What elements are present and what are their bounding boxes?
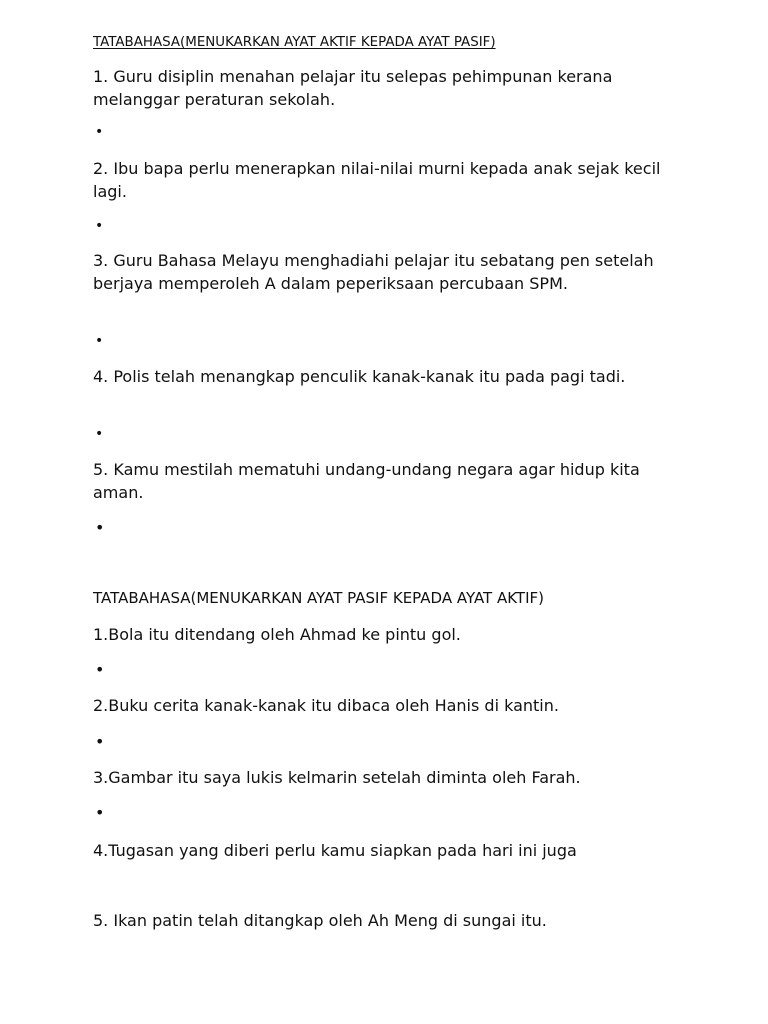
section1-item-3: 3. Guru Bahasa Melayu menghadiahi pelajar itu sebatang pen setelah berjaya memperoleh A dalam peperiksaan percubaan SPM.	[93, 251, 654, 293]
answer-bullet: •	[95, 803, 105, 822]
answer-bullet: •	[95, 660, 105, 679]
answer-bullet: •	[95, 518, 105, 537]
section1-heading: TATABAHASA(MENUKARKAN AYAT AKTIF KEPADA AYAT PASIF)	[93, 35, 496, 50]
section1-item-1: 1. Guru disiplin menahan pelajar itu selepas pehimpunan kerana melanggar peraturan sekolah.	[93, 67, 613, 109]
section1-item-2: 2. Ibu bapa perlu menerapkan nilai-nilai murni kepada anak sejak kecil lagi.	[93, 159, 661, 201]
answer-bullet: •	[95, 124, 104, 140]
section2-item-1: 1.Bola itu ditendang oleh Ahmad ke pintu gol.	[93, 625, 461, 644]
section2-item-5: 5. Ikan patin telah ditangkap oleh Ah Meng di sungai itu.	[93, 911, 547, 930]
section1-item-4: 4. Polis telah menangkap penculik kanak-kanak itu pada pagi tadi.	[93, 367, 626, 386]
answer-bullet: •	[95, 218, 104, 234]
answer-bullet: •	[95, 426, 104, 442]
answer-bullet: •	[95, 732, 105, 751]
section1-item-5: 5. Kamu mestilah mematuhi undang-undang negara agar hidup kita aman.	[93, 460, 640, 502]
section2-item-2: 2.Buku cerita kanak-kanak itu dibaca oleh Hanis di kantin.	[93, 696, 559, 715]
answer-bullet: •	[95, 333, 104, 349]
section2-heading: TATABAHASA(MENUKARKAN AYAT PASIF KEPADA AYAT AKTIF)	[93, 589, 544, 607]
section2-item-3: 3.Gambar itu saya lukis kelmarin setelah diminta oleh Farah.	[93, 768, 581, 787]
section2-item-4: 4.Tugasan yang diberi perlu kamu siapkan pada hari ini juga	[93, 841, 577, 860]
